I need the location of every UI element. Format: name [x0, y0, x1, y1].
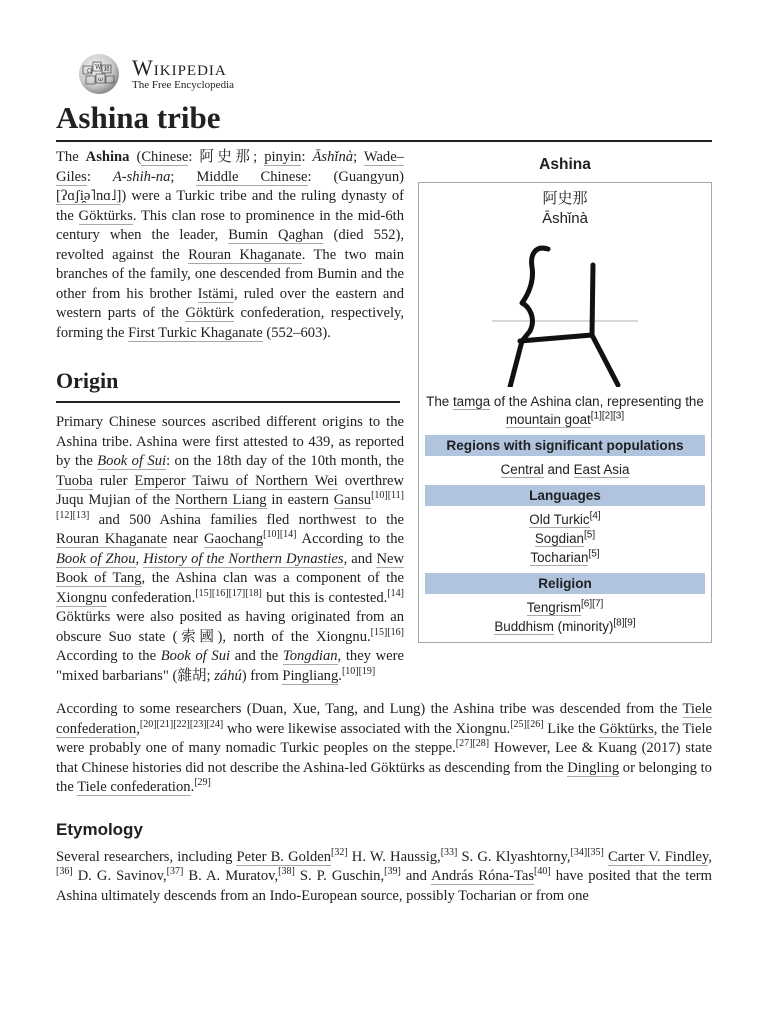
pinyin-value: Āshǐnà: [312, 149, 354, 165]
text: .: [190, 779, 195, 795]
link-old-turkic[interactable]: Old Turkic: [529, 512, 590, 527]
text: , they were "mixed barbarians" (雜胡;: [56, 648, 404, 684]
text: . The two main branches of the family, one descended from Bumin and the other from his brother: [56, 246, 404, 302]
ref-links[interactable]: [20][21][22][23][24]: [139, 718, 224, 730]
text: ) from: [241, 667, 283, 684]
ref-links[interactable]: [29]: [194, 777, 211, 789]
text: , the Tiele were probably one of many nomadic Turkic peoples on the steppe.: [56, 720, 712, 756]
ref-links[interactable]: [10][19]: [341, 665, 376, 677]
infobox-caption: [425, 393, 705, 429]
link-buddhism[interactable]: Buddhism: [494, 619, 554, 634]
text: near: [167, 531, 204, 547]
ref-links[interactable]: [5]: [588, 548, 600, 560]
caption-text: The: [426, 394, 453, 409]
text: and 500 Ashina families fled northwest to the: [89, 511, 404, 528]
text: ,: [135, 550, 144, 567]
svg-text:W: W: [95, 64, 102, 71]
ref-links[interactable]: [40]: [534, 866, 551, 878]
text: D. G. Savinov,: [72, 868, 167, 884]
infobox-native-name: [425, 189, 705, 229]
text: ,: [136, 720, 140, 737]
link-first-turkic-khaganate[interactable]: First Turkic Khaganate: [128, 324, 263, 341]
wade-giles-value: A-shih-na: [112, 168, 171, 185]
link-tiele-confederation[interactable]: Tiele confederation: [77, 779, 191, 795]
infobox-regions: [425, 460, 705, 479]
link-tiele-confederation[interactable]: Tiele confederation: [56, 701, 712, 737]
ref-links[interactable]: [39]: [384, 866, 401, 878]
infobox-chinese: 阿史那: [542, 190, 588, 207]
ref-links[interactable]: [38]: [278, 866, 295, 878]
origin-paragraph-2: [56, 700, 712, 798]
buddhism-note: (minority): [553, 619, 614, 634]
link-bumin-qaghan[interactable]: Bumin Qaghan: [228, 227, 324, 243]
infobox-body: [418, 182, 712, 643]
text: : 阿史那;: [188, 149, 265, 165]
ref-links[interactable]: [34][35]: [570, 846, 604, 858]
link-wade-giles[interactable]: Wade–Giles: [56, 149, 404, 185]
text: According to some researchers (Duan, Xue, Tang, and Lung) the Ashina tribe was descended from the: [56, 701, 683, 717]
text: ,: [708, 848, 712, 865]
link-xiongnu[interactable]: Xiongnu: [56, 589, 108, 606]
text: ruler: [92, 472, 135, 489]
ref-links[interactable]: [27][28]: [455, 738, 490, 750]
text: : on the 18th day of the 10th month, the: [166, 453, 404, 469]
link-gokturk[interactable]: Göktürk: [185, 305, 235, 321]
text: S. P. Guschin,: [294, 868, 385, 884]
link-pingliang[interactable]: Pingliang: [282, 667, 339, 684]
link-history-northern-dynasties[interactable]: History of the Northern Dynasties: [143, 550, 344, 567]
infobox-header-languages: Languages: [425, 485, 705, 506]
text: (died 552), revolted against the: [56, 227, 404, 263]
text: .: [338, 667, 342, 684]
site-name: Wikipedia: [132, 55, 227, 80]
infobox-header-regions: Regions with significant populations: [425, 435, 705, 456]
link-middle-chinese[interactable]: Middle Chinese: [196, 168, 308, 185]
text: , ruled over the eastern and western parts of the: [56, 285, 405, 321]
text: Several researchers, including: [56, 848, 237, 865]
page-title: Ashina tribe: [56, 98, 712, 142]
infobox-language-item: [425, 510, 705, 529]
text: (: [129, 149, 142, 165]
svg-text:Ω: Ω: [87, 68, 92, 75]
link-peter-golden[interactable]: Peter B. Golden: [236, 848, 332, 865]
ref-links[interactable]: [4]: [589, 510, 601, 522]
text: ;: [353, 149, 364, 165]
wordmark: [132, 57, 234, 91]
text: confederation.: [107, 589, 196, 606]
site-tagline: The Free Encyclopedia: [132, 79, 235, 91]
ref-links[interactable]: [32]: [331, 846, 348, 858]
text: ) were a Turkic tribe and the ruling dynasty of the: [56, 188, 404, 224]
text: in eastern: [266, 492, 334, 508]
infobox-language-item: [425, 548, 705, 567]
ref-links[interactable]: [5]: [584, 529, 596, 541]
text: According to the: [56, 648, 161, 664]
link-ipa[interactable]: [ʔɑʃi̯ə˥nɑ˩]: [56, 188, 122, 204]
link-chinese[interactable]: Chinese: [141, 149, 189, 165]
text: H. W. Haussig,: [347, 848, 441, 865]
text: (552–603).: [262, 324, 331, 341]
text: The: [56, 149, 86, 165]
svg-text:И: И: [104, 66, 110, 73]
link-gokturks[interactable]: Göktürks: [78, 207, 133, 224]
link-istami[interactable]: Istämi: [197, 285, 235, 302]
link-tengrism[interactable]: Tengrism: [526, 600, 582, 615]
ref-links[interactable]: [10][14]: [263, 529, 297, 541]
link-northern-liang[interactable]: Northern Liang: [175, 492, 267, 508]
etymology-paragraph: [56, 848, 712, 907]
link-book-of-sui[interactable]: Book of Sui: [97, 453, 167, 469]
ref-links[interactable]: [33]: [440, 846, 458, 858]
text: and the: [230, 648, 283, 664]
infobox: [418, 152, 712, 643]
text: According to the: [296, 531, 404, 547]
infobox-language-item: [425, 529, 705, 548]
ref-links[interactable]: [36]: [56, 866, 73, 878]
text: who were likewise associated with the Xiongnu.: [223, 720, 511, 737]
text: , the Ashina clan was a component of the: [141, 570, 405, 586]
link-new-book-of-tang[interactable]: New Book of Tang: [56, 550, 404, 586]
link-rouran-khaganate[interactable]: Rouran Khaganate: [56, 531, 168, 547]
text: :: [86, 168, 113, 185]
text: or belonging to the: [56, 759, 712, 795]
link-dingling[interactable]: Dingling: [567, 759, 620, 776]
text: overthrew Juqu Mujian of the: [56, 472, 404, 508]
link-andras-rona-tas[interactable]: András Róna-Tas: [431, 868, 535, 884]
link-central-asia[interactable]: Central: [500, 462, 544, 477]
book-of-sui-text: Book of Sui: [160, 648, 231, 664]
text: However, Lee & Kuang (2017) state that Chinese histories did not describe the Ashina-led Göktürks as descending from the: [56, 740, 712, 776]
text: ;: [170, 168, 197, 185]
link-tongdian[interactable]: Tongdian: [282, 648, 338, 664]
text: but this is contested.: [261, 589, 388, 606]
link-tamga[interactable]: tamga: [452, 394, 491, 409]
svg-text:ω: ω: [98, 76, 103, 83]
infobox-religion-item: [425, 617, 705, 636]
link-gansu[interactable]: Gansu: [333, 492, 372, 508]
text: and: [400, 868, 432, 884]
ref-links[interactable]: [10][11][12][13]: [56, 490, 405, 521]
link-sogdian[interactable]: Sogdian: [534, 531, 585, 546]
caption-text: of the Ashina clan, representing the: [490, 394, 704, 409]
text: , and: [343, 550, 377, 567]
ref-links[interactable]: [1][2][3]: [590, 410, 625, 422]
link-east-asia[interactable]: East Asia: [573, 462, 630, 477]
link-gokturks[interactable]: Göktürks: [599, 720, 654, 737]
ref-links[interactable]: [25][26]: [510, 718, 544, 730]
tamga-image[interactable]: [490, 237, 640, 387]
text: . This clan rose to prominence in the mid-6th century when the leader,: [56, 207, 404, 243]
text: : (Guangyun): [307, 168, 405, 185]
link-tuoba[interactable]: Tuoba: [56, 472, 93, 489]
section-heading-origin: Origin: [56, 367, 400, 403]
text: S. G. Klyashtorny,: [457, 848, 571, 865]
ref-links[interactable]: [14]: [387, 587, 404, 599]
ref-links[interactable]: [8][9]: [613, 617, 636, 629]
link-gaochang[interactable]: Gaochang: [204, 531, 264, 547]
text: Primary Chinese sources ascribed different origins to the Ashina tribe. Ashina were first attested to 439, as reported by the: [56, 414, 404, 469]
text: B. A. Muratov,: [183, 868, 279, 884]
bold-term: Ashina: [85, 149, 130, 165]
text: confederation, respectively, forming the: [56, 305, 404, 341]
zahu-term: záhú: [214, 667, 242, 684]
ref-links[interactable]: [37]: [166, 866, 184, 878]
site-logo[interactable]: [74, 50, 712, 98]
link-pinyin[interactable]: pinyin: [264, 149, 302, 165]
ref-links[interactable]: [6][7]: [581, 598, 604, 610]
wikipedia-globe-icon: [74, 52, 124, 96]
link-emperor-taiwu[interactable]: Emperor Taiwu of Northern Wei: [134, 472, 338, 489]
link-tocharian[interactable]: Tocharian: [530, 550, 589, 565]
link-book-of-zhou[interactable]: Book of Zhou: [56, 550, 136, 567]
infobox-header-religion: Religion: [425, 573, 705, 594]
ref-links[interactable]: [15][16][17][18]: [195, 587, 262, 599]
text: Like the: [543, 720, 600, 737]
link-mountain-goat[interactable]: mountain goat: [505, 412, 591, 427]
text: :: [301, 149, 313, 165]
infobox-romanized: Āshǐnà: [542, 210, 588, 227]
link-carter-findley[interactable]: Carter V. Findley: [607, 848, 709, 865]
infobox-title: Ashina: [539, 156, 591, 173]
regions-and: and: [543, 462, 574, 477]
infobox-religion-item: [425, 598, 705, 617]
section-heading-etymology: Etymology: [56, 819, 143, 839]
page-content: [56, 50, 712, 906]
text: have posited that the term Ashina ultimately descends from an Indo-European source, possibly Tocharian or from one: [56, 868, 713, 904]
text: Göktürks were also posited as having originated from an obscure Suo state (索國), north of the Xiongnu.: [56, 609, 404, 645]
ref-links[interactable]: [15][16]: [370, 626, 404, 638]
link-rouran-khaganate[interactable]: Rouran Khaganate: [188, 246, 302, 263]
